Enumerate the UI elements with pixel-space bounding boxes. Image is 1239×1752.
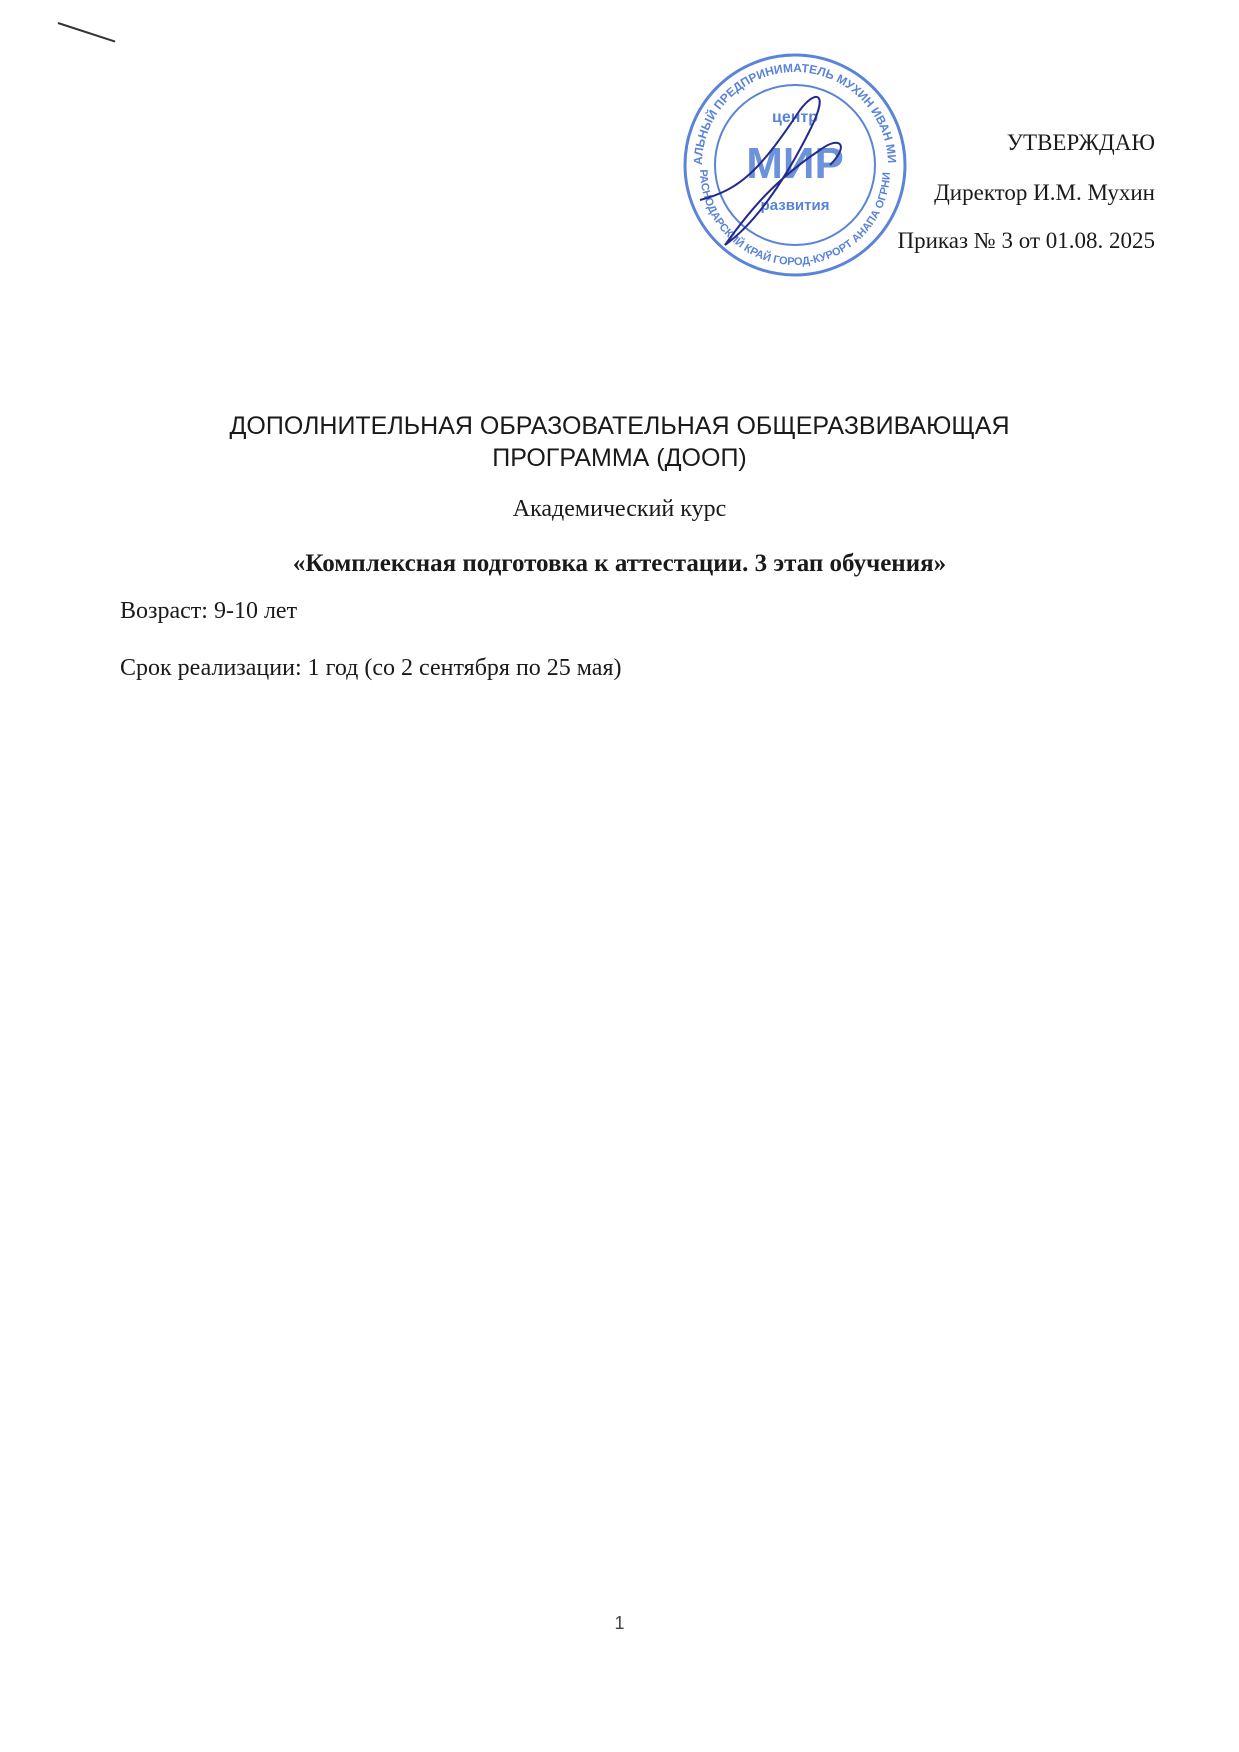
director-name: Директор И.М. Мухин [934, 180, 1155, 205]
approve-label: УТВЕРЖДАЮ [1006, 130, 1155, 155]
svg-text:развития: развития [760, 197, 830, 214]
program-title [0, 410, 1239, 474]
svg-text:ИНДИВИДУАЛЬНЫЙ ПРЕДПРИНИМАТЕЛЬ: АЛЬНЫЙ ПРЕДПРИНИМАТЕЛЬ МУХИН ИВАН МИ [690, 60, 900, 166]
svg-text:центр: центр [771, 109, 819, 126]
program-title-line-1: ДОПОЛНИТЕЛЬНАЯ ОБРАЗОВАТЕЛЬНАЯ ОБЩЕРАЗВИВАЮЩАЯ [229, 412, 1010, 440]
order-reference: Приказ № 3 от 01.08. 2025 [897, 228, 1155, 253]
term-field: Срок реализации: 1 год (со 2 сентября по 25 мая) [120, 655, 622, 681]
svg-text:РФ КРАСНОДАРСКИЙ КРАЙ ГОРОД-КУ: РАСНОДАРСКИЙ КРАЙ ГОРОД-КУРОРТ АНАПА ОГРНИ [696, 169, 894, 269]
course-type: Академический курс [512, 496, 727, 522]
scan-artifact-line [58, 22, 116, 42]
program-title-line-2: ПРОГРАММА (ДООП) [492, 444, 747, 472]
svg-text:МИР: МИР [746, 139, 844, 188]
course-name: «Комплексная подготовка к аттестации. 3 этап обучения» [292, 550, 947, 577]
official-stamp [680, 50, 910, 280]
page-number: 1 [614, 1613, 625, 1633]
age-field: Возраст: 9-10 лет [120, 598, 298, 624]
